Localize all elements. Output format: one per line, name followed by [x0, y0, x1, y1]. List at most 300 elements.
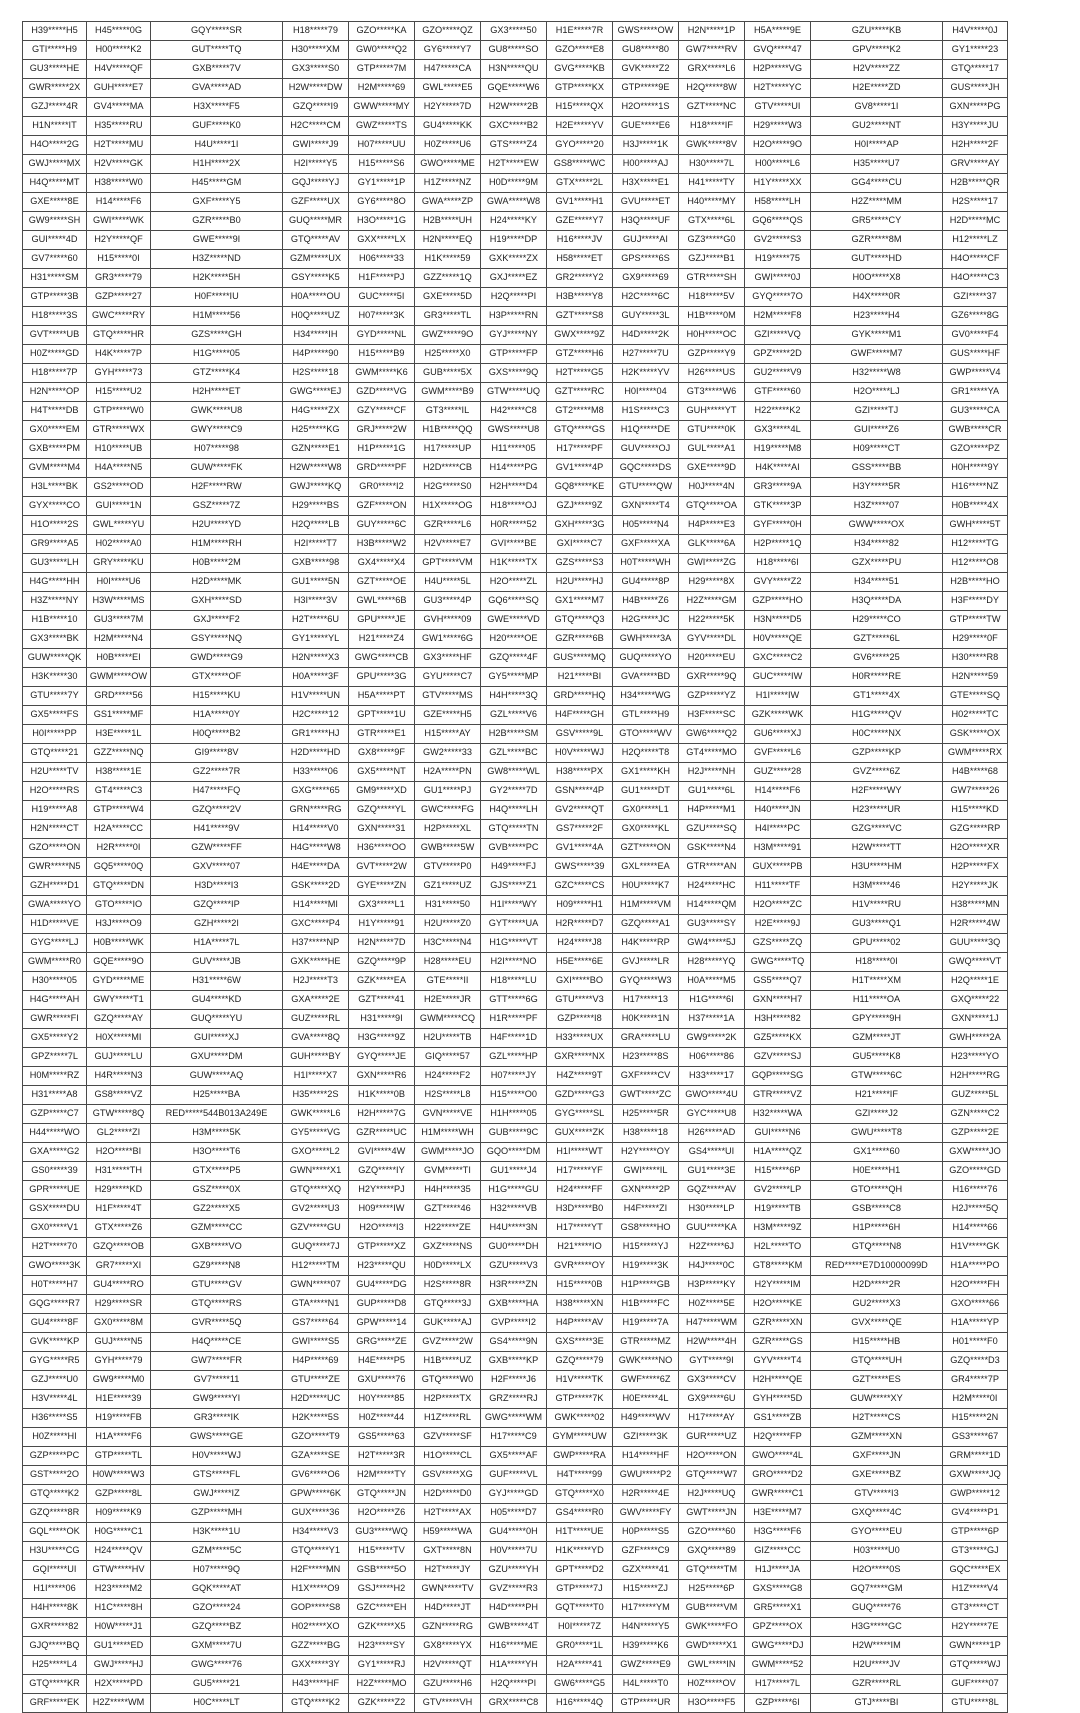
table-cell: GWS*****OW: [613, 22, 679, 41]
table-row: [23, 117, 1008, 136]
table-row: [23, 820, 1008, 839]
table-cell: GW0*****Q2: [349, 41, 415, 60]
table-row: [23, 706, 1008, 725]
table-cell: GZO*****60: [679, 1523, 745, 1542]
table-cell: H2S*****17: [943, 193, 1008, 212]
table-cell: GUF*****07: [943, 1675, 1008, 1694]
table-cell: GQ5*****0Q: [87, 858, 151, 877]
table-cell: H1A*****YH: [481, 1656, 547, 1675]
table-cell: H1M*****WH: [415, 1124, 481, 1143]
table-cell: H2S*****18: [283, 364, 349, 383]
table-cell: GZP*****HO: [745, 592, 811, 611]
table-cell: H2J*****T3: [283, 972, 349, 991]
table-cell: GZM*****UX: [283, 250, 349, 269]
table-cell: GZO*****PZ: [943, 440, 1008, 459]
table-cell: GPZ*****OX: [745, 1618, 811, 1637]
table-cell: GXE*****5D: [415, 288, 481, 307]
table-cell: GU0*****DH: [481, 1238, 547, 1257]
table-cell: GU3*****4P: [415, 592, 481, 611]
table-cell: H2R*****4E: [613, 1485, 679, 1504]
table-cell: GWZ*****E9: [613, 1656, 679, 1675]
table-cell: H23*****SY: [349, 1637, 415, 1656]
table-cell: GZQ*****8R: [23, 1504, 87, 1523]
table-cell: GTW*****HV: [87, 1561, 151, 1580]
table-cell: GRD*****HQ: [547, 687, 613, 706]
table-cell: GTV*****I3: [811, 1485, 943, 1504]
table-cell: H35*****U7: [811, 155, 943, 174]
table-cell: H07*****3K: [349, 307, 415, 326]
table-cell: H2R*****4W: [943, 915, 1008, 934]
table-cell: H09*****IW: [349, 1200, 415, 1219]
table-cell: H2D*****MK: [151, 573, 283, 592]
table-row: [23, 1656, 1008, 1675]
table-cell: GZW*****FF: [151, 839, 283, 858]
table-row: [23, 174, 1008, 193]
table-cell: GXL*****EA: [613, 858, 679, 877]
table-cell: H2D*****CB: [415, 459, 481, 478]
table-cell: H3V*****4L: [23, 1390, 87, 1409]
table-row: [23, 402, 1008, 421]
table-cell: GU8*****80: [613, 41, 679, 60]
table-cell: GW2*****33: [415, 744, 481, 763]
table-cell: GZ2*****7R: [151, 763, 283, 782]
table-cell: GWO*****4U: [679, 1086, 745, 1105]
table-cell: H17*****YM: [613, 1599, 679, 1618]
table-row: [23, 991, 1008, 1010]
table-cell: H09*****H1: [547, 896, 613, 915]
table-cell: GX0*****8M: [87, 1314, 151, 1333]
table-cell: GWM*****R0: [23, 953, 87, 972]
table-cell: GG4*****CU: [811, 174, 943, 193]
table-cell: GZQ*****79: [547, 1352, 613, 1371]
table-cell: H37*****1A: [679, 1010, 745, 1029]
table-cell: H31*****A8: [23, 1086, 87, 1105]
table-cell: H25*****KG: [283, 421, 349, 440]
table-cell: GVU*****ET: [613, 193, 679, 212]
table-cell: H12*****TG: [943, 535, 1008, 554]
table-cell: H2S*****8R: [415, 1276, 481, 1295]
table-cell: H15*****AY: [415, 725, 481, 744]
table-cell: GYJ*****NY: [481, 326, 547, 345]
table-row: [23, 915, 1008, 934]
table-cell: H4P*****M1: [679, 801, 745, 820]
table-cell: GQT*****T0: [547, 1599, 613, 1618]
table-cell: GWU*****T8: [811, 1124, 943, 1143]
table-cell: H1X*****OG: [415, 497, 481, 516]
table-cell: H17*****UP: [415, 440, 481, 459]
table-cell: GM9*****XD: [349, 782, 415, 801]
table-cell: GSK*****N4: [679, 839, 745, 858]
table-cell: GX3*****CV: [679, 1371, 745, 1390]
table-cell: H3B*****Y8: [547, 288, 613, 307]
table-cell: GRX*****L6: [679, 60, 745, 79]
table-cell: GWR*****FI: [23, 1010, 87, 1029]
table-cell: GPU*****02: [811, 934, 943, 953]
table-cell: GPV*****K2: [811, 41, 943, 60]
table-cell: GJS*****Z1: [481, 877, 547, 896]
table-cell: GZM*****5C: [151, 1542, 283, 1561]
table-cell: H1A*****0Y: [151, 706, 283, 725]
table-cell: GXJ*****EZ: [481, 269, 547, 288]
table-cell: H0A*****M5: [679, 972, 745, 991]
table-cell: GSJ*****H2: [349, 1580, 415, 1599]
table-cell: GWM*****OW: [87, 668, 151, 687]
table-cell: H15*****0I: [87, 250, 151, 269]
table-cell: H18*****7P: [23, 364, 87, 383]
table-cell: GPT*****VM: [415, 554, 481, 573]
table-cell: GX3*****4L: [745, 421, 811, 440]
table-cell: GWK*****L6: [283, 1105, 349, 1124]
table-cell: H0V*****WJ: [547, 744, 613, 763]
table-cell: H2Y*****OY: [613, 1143, 679, 1162]
table-row: [23, 1333, 1008, 1352]
table-cell: GZ2*****X5: [151, 1200, 283, 1219]
table-cell: GWT*****ZC: [613, 1086, 679, 1105]
table-cell: H2S*****L8: [415, 1086, 481, 1105]
table-cell: GTP*****W0: [87, 402, 151, 421]
table-cell: H1D*****VE: [23, 915, 87, 934]
table-cell: GTU*****8L: [943, 1694, 1008, 1713]
table-cell: H3C*****N4: [415, 934, 481, 953]
table-cell: GZZ*****1Q: [415, 269, 481, 288]
table-cell: H2K*****5S: [283, 1409, 349, 1428]
table-cell: GTO*****QH: [811, 1181, 943, 1200]
table-cell: H07*****JY: [481, 1067, 547, 1086]
table-cell: H1O*****2S: [23, 516, 87, 535]
table-cell: GUF*****K0: [151, 117, 283, 136]
table-cell: GTT*****6G: [481, 991, 547, 1010]
table-cell: GX0*****L1: [613, 801, 679, 820]
table-cell: GTQ*****JN: [349, 1485, 415, 1504]
table-cell: H2E*****9J: [745, 915, 811, 934]
table-cell: H0F*****IU: [151, 288, 283, 307]
table-cell: GWR*****2X: [23, 79, 87, 98]
table-cell: GWW*****MY: [349, 98, 415, 117]
table-cell: GS8*****HO: [613, 1219, 679, 1238]
table-cell: H3Y*****JU: [943, 117, 1008, 136]
table-cell: GVM*****TI: [415, 1162, 481, 1181]
table-cell: H14*****V0: [283, 820, 349, 839]
table-cell: GXQ*****89: [679, 1542, 745, 1561]
table-row: [23, 1561, 1008, 1580]
table-cell: H4O*****C3: [943, 269, 1008, 288]
table-cell: H18*****0I: [811, 953, 943, 972]
table-cell: GTU*****QW: [613, 478, 679, 497]
table-cell: GJQ*****BQ: [23, 1637, 87, 1656]
table-cell: GVQ*****47: [745, 41, 811, 60]
table-cell: H3M*****5K: [151, 1124, 283, 1143]
table-cell: H17*****PF: [547, 440, 613, 459]
table-cell: GV4*****P1: [943, 1504, 1008, 1523]
table-cell: GTQ*****HR: [87, 326, 151, 345]
table-row: [23, 193, 1008, 212]
table-cell: H28*****EU: [415, 953, 481, 972]
table-cell: GZH*****D1: [23, 877, 87, 896]
table-cell: H3G*****9Z: [349, 1029, 415, 1048]
table-cell: GZF*****UX: [283, 193, 349, 212]
table-cell: H49*****WV: [613, 1409, 679, 1428]
table-row: [23, 763, 1008, 782]
table-row: [23, 573, 1008, 592]
table-cell: GWN*****1P: [943, 1637, 1008, 1656]
table-cell: H2H*****ET: [151, 383, 283, 402]
table-cell: H4G*****ZX: [283, 402, 349, 421]
table-cell: GQP*****SG: [745, 1067, 811, 1086]
table-row: [23, 1599, 1008, 1618]
table-cell: GUJ*****LU: [87, 1048, 151, 1067]
table-cell: GZT*****6L: [811, 630, 943, 649]
table-cell: H2L*****TO: [745, 1238, 811, 1257]
table-cell: GWA*****YO: [23, 896, 87, 915]
table-cell: H1J*****JA: [745, 1561, 811, 1580]
table-cell: GUK*****AJ: [415, 1314, 481, 1333]
table-cell: H2E*****ZD: [811, 79, 943, 98]
table-cell: H2Q*****FP: [745, 1428, 811, 1447]
table-cell: H1S*****C3: [613, 402, 679, 421]
table-row: [23, 877, 1008, 896]
table-cell: H23*****QU: [349, 1257, 415, 1276]
table-cell: GTR*****MZ: [613, 1333, 679, 1352]
table-cell: GWB*****5W: [415, 839, 481, 858]
table-cell: GY5*****VG: [283, 1124, 349, 1143]
table-cell: H2N*****1P: [679, 22, 745, 41]
table-cell: H1B*****QQ: [415, 421, 481, 440]
table-cell: H4F*****ZI: [613, 1200, 679, 1219]
table-cell: GZK*****Z2: [349, 1694, 415, 1713]
table-cell: GTS*****FL: [151, 1466, 283, 1485]
table-cell: H0Z*****HI: [23, 1428, 87, 1447]
table-cell: H0E*****4L: [613, 1390, 679, 1409]
table-cell: H0Z*****44: [349, 1409, 415, 1428]
table-cell: H30*****7L: [679, 155, 745, 174]
table-cell: GPU*****JE: [349, 611, 415, 630]
table-cell: H4G*****AH: [23, 991, 87, 1010]
table-cell: GX1*****KH: [613, 763, 679, 782]
table-cell: H2M*****69: [349, 79, 415, 98]
table-cell: H36*****S5: [23, 1409, 87, 1428]
table-cell: H0A*****3F: [283, 668, 349, 687]
table-cell: GPT*****D2: [547, 1561, 613, 1580]
table-cell: H1Q*****DE: [613, 421, 679, 440]
table-cell: GVP*****I2: [481, 1314, 547, 1333]
table-cell: GTX*****2L: [547, 174, 613, 193]
table-cell: GTW*****8Q: [87, 1105, 151, 1124]
table-cell: H1G*****QV: [811, 706, 943, 725]
table-row: [23, 136, 1008, 155]
table-cell: H2H*****D4: [481, 478, 547, 497]
table-cell: GZM*****XN: [811, 1428, 943, 1447]
table-cell: GT3*****IL: [415, 402, 481, 421]
table-cell: H2T*****G5: [547, 364, 613, 383]
table-cell: H2T*****JY: [415, 1561, 481, 1580]
table-cell: H38*****PX: [547, 763, 613, 782]
table-cell: H1I*****WT: [547, 1143, 613, 1162]
table-cell: GZT*****OE: [349, 573, 415, 592]
table-cell: GZZ*****BG: [283, 1637, 349, 1656]
table-cell: GXB*****VO: [151, 1238, 283, 1257]
table-cell: H2T*****MU: [87, 136, 151, 155]
table-cell: GUZ*****28: [745, 763, 811, 782]
table-cell: H2K*****5H: [151, 269, 283, 288]
table-cell: GYG*****LJ: [23, 934, 87, 953]
table-cell: H1V*****RU: [811, 896, 943, 915]
table-cell: H4V*****0J: [943, 22, 1008, 41]
table-cell: GS5*****63: [349, 1428, 415, 1447]
table-cell: GZU*****YH: [481, 1561, 547, 1580]
table-cell: H38*****MN: [943, 896, 1008, 915]
table-cell: H2B*****QR: [943, 174, 1008, 193]
table-cell: GY1*****1P: [349, 174, 415, 193]
table-cell: GRF*****EK: [23, 1694, 87, 1713]
table-cell: H0H*****9Y: [943, 459, 1008, 478]
table-cell: GZQ*****A1: [613, 915, 679, 934]
table-cell: GYC*****U8: [679, 1105, 745, 1124]
table-cell: H4P*****E3: [679, 516, 745, 535]
table-cell: H00*****K2: [87, 41, 151, 60]
table-cell: GTJ*****BI: [811, 1694, 943, 1713]
table-cell: GZL*****BC: [481, 744, 547, 763]
table-cell: GZN*****E1: [283, 440, 349, 459]
table-cell: GVA*****AD: [151, 79, 283, 98]
table-cell: H34*****51: [811, 573, 943, 592]
table-cell: GV2*****U3: [283, 1200, 349, 1219]
table-cell: GWH*****3A: [613, 630, 679, 649]
table-cell: GYD*****ME: [87, 972, 151, 991]
table-cell: GTL*****H9: [613, 706, 679, 725]
table-cell: GWQ*****VT: [943, 953, 1008, 972]
table-cell: GQ6*****SQ: [481, 592, 547, 611]
table-cell: H41*****9V: [151, 820, 283, 839]
table-cell: H30*****XM: [283, 41, 349, 60]
table-cell: H0Z*****U6: [415, 136, 481, 155]
table-cell: GTX*****6L: [679, 212, 745, 231]
table-cell: GWR*****N5: [23, 858, 87, 877]
table-cell: H1I*****X7: [283, 1067, 349, 1086]
table-cell: GVG*****KB: [547, 60, 613, 79]
table-cell: H4Q*****LH: [481, 801, 547, 820]
table-cell: GTP*****9E: [613, 79, 679, 98]
table-cell: H5A*****9E: [745, 22, 811, 41]
table-cell: GZE*****Y7: [547, 212, 613, 231]
table-cell: H1V*****TK: [547, 1371, 613, 1390]
table-cell: GV2*****S3: [745, 231, 811, 250]
table-cell: H2Q*****1E: [943, 972, 1008, 991]
table-cell: H12*****LZ: [943, 231, 1008, 250]
table-cell: H2M*****N4: [87, 630, 151, 649]
table-cell: GW7*****RV: [679, 41, 745, 60]
table-cell: GVR*****5Q: [151, 1314, 283, 1333]
table-cell: GWJ*****HJ: [87, 1656, 151, 1675]
table-cell: GXU*****DM: [151, 1048, 283, 1067]
table-cell: H33*****06: [283, 763, 349, 782]
table-cell: H01*****F0: [943, 1333, 1008, 1352]
table-cell: GV6*****O6: [283, 1466, 349, 1485]
table-cell: GZR*****XN: [745, 1314, 811, 1333]
table-cell: GXN*****2P: [613, 1181, 679, 1200]
table-cell: GTU*****0K: [679, 421, 745, 440]
table-row: [23, 269, 1008, 288]
table-row: [23, 79, 1008, 98]
table-cell: GT3*****CT: [943, 1599, 1008, 1618]
table-cell: GT3*****W6: [679, 383, 745, 402]
table-cell: H5E*****6E: [547, 953, 613, 972]
table-cell: GZR*****GS: [745, 1333, 811, 1352]
table-cell: GUY*****6C: [349, 516, 415, 535]
table-cell: GVF*****L6: [745, 744, 811, 763]
table-cell: H2J*****5Q: [943, 1200, 1008, 1219]
table-cell: GTZ*****H6: [547, 345, 613, 364]
table-row: [23, 1219, 1008, 1238]
table-cell: H1T*****XM: [811, 972, 943, 991]
table-cell: H17*****YT: [547, 1219, 613, 1238]
table-cell: GQ8*****KE: [547, 478, 613, 497]
table-cell: H1H*****2X: [151, 155, 283, 174]
table-cell: H1H*****05: [481, 1105, 547, 1124]
table-cell: GZQ*****I9: [283, 98, 349, 117]
table-cell: H23*****H4: [811, 307, 943, 326]
table-cell: H22*****ZE: [415, 1219, 481, 1238]
table-cell: GRA*****LU: [613, 1029, 679, 1048]
table-cell: H2O*****ZL: [481, 573, 547, 592]
table-cell: H2U*****YD: [151, 516, 283, 535]
table-cell: GQ7*****GM: [811, 1580, 943, 1599]
table-cell: H1K*****59: [415, 250, 481, 269]
table-cell: GYH*****5D: [745, 1390, 811, 1409]
table-cell: H2W*****2B: [481, 98, 547, 117]
table-cell: H1M*****RH: [151, 535, 283, 554]
table-cell: H2C*****12: [283, 706, 349, 725]
table-cell: GYH*****73: [87, 364, 151, 383]
table-cell: GYG*****SL: [547, 1105, 613, 1124]
table-cell: GS8*****WC: [547, 155, 613, 174]
table-cell: H15*****S6: [349, 155, 415, 174]
table-cell: H2F*****WY: [811, 782, 943, 801]
table-cell: H24*****QV: [87, 1542, 151, 1561]
table-cell: GZG*****VC: [811, 820, 943, 839]
table-cell: H34*****IH: [283, 326, 349, 345]
table-cell: H1O*****CL: [415, 1447, 481, 1466]
table-cell: H4U*****5L: [415, 573, 481, 592]
table-cell: GUS*****MQ: [547, 649, 613, 668]
table-cell: H3O*****1G: [349, 212, 415, 231]
table-cell: GR3*****IK: [151, 1409, 283, 1428]
table-cell: GTQ*****21: [23, 744, 87, 763]
table-cell: GZV*****SJ: [745, 1048, 811, 1067]
table-cell: H1X*****O9: [283, 1580, 349, 1599]
table-cell: H38*****18: [613, 1124, 679, 1143]
table-cell: H30*****R8: [943, 649, 1008, 668]
table-cell: GRM*****1D: [943, 1447, 1008, 1466]
table-cell: GUX*****PB: [745, 858, 811, 877]
table-cell: H4G*****HH: [23, 573, 87, 592]
table-cell: GY6*****8O: [349, 193, 415, 212]
table-cell: H0I*****7Z: [547, 1618, 613, 1637]
table-cell: H1C*****8H: [87, 1599, 151, 1618]
table-cell: GU3*****SY: [679, 915, 745, 934]
table-cell: H1A*****PO: [943, 1257, 1008, 1276]
table-cell: GYV*****T4: [745, 1352, 811, 1371]
table-cell: GTQ*****AV: [283, 231, 349, 250]
table-cell: GWS*****39: [547, 858, 613, 877]
table-cell: GUS*****JH: [943, 79, 1008, 98]
table-cell: GPW*****14: [349, 1314, 415, 1333]
table-cell: GYO*****EU: [811, 1523, 943, 1542]
table-row: [23, 307, 1008, 326]
table-cell: H47*****FQ: [151, 782, 283, 801]
table-cell: GUH*****BY: [283, 1048, 349, 1067]
table-cell: GZ5*****KX: [745, 1029, 811, 1048]
table-cell: H0B*****2M: [151, 554, 283, 573]
